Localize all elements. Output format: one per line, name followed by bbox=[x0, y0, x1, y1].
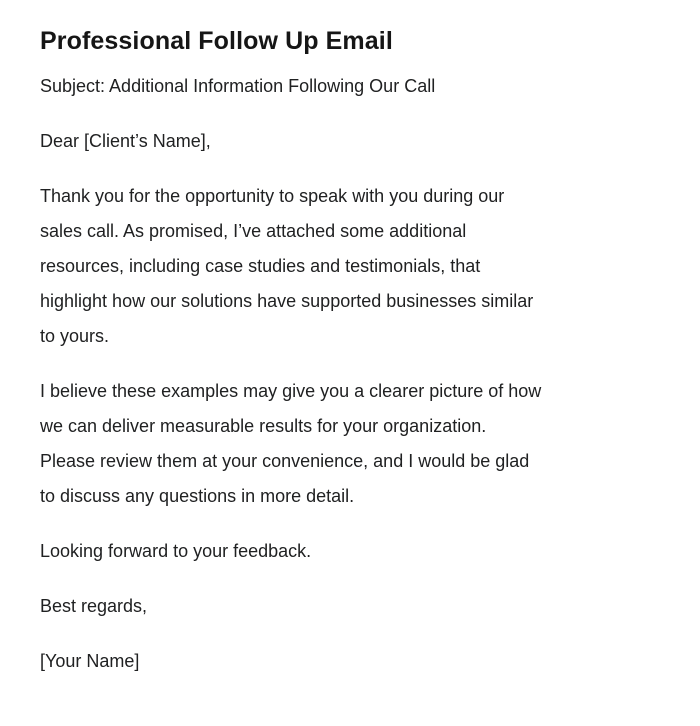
paragraph-2 bbox=[40, 374, 660, 514]
paragraph-line: I believe these examples may give you a clearer picture of how bbox=[40, 381, 542, 401]
closing-line: Looking forward to your feedback. bbox=[40, 541, 312, 561]
paragraph-line: resources, including case studies and testimonials, that bbox=[40, 256, 481, 276]
paragraph-line: sales call. As promised, I’ve attached some additional bbox=[40, 221, 467, 241]
paragraph-line: Please review them at your convenience, and I would be glad bbox=[40, 451, 530, 471]
greeting-line: Dear [Client’s Name], bbox=[40, 131, 211, 151]
signature-line: [Your Name] bbox=[40, 651, 140, 671]
paragraph-1 bbox=[40, 179, 660, 354]
paragraph-line: Thank you for the opportunity to speak with you during our bbox=[40, 186, 505, 206]
paragraph-line: to discuss any questions in more detail. bbox=[40, 486, 355, 506]
paragraph-line: to yours. bbox=[40, 326, 110, 346]
paragraph-line: highlight how our solutions have supported businesses similar bbox=[40, 291, 534, 311]
paragraph-line: we can deliver measurable results for your organization. bbox=[40, 416, 487, 436]
page-title: Professional Follow Up Email bbox=[40, 27, 393, 55]
sign-off-line: Best regards, bbox=[40, 596, 148, 616]
subject-line: Subject: Additional Information Following Our Call bbox=[40, 76, 436, 96]
